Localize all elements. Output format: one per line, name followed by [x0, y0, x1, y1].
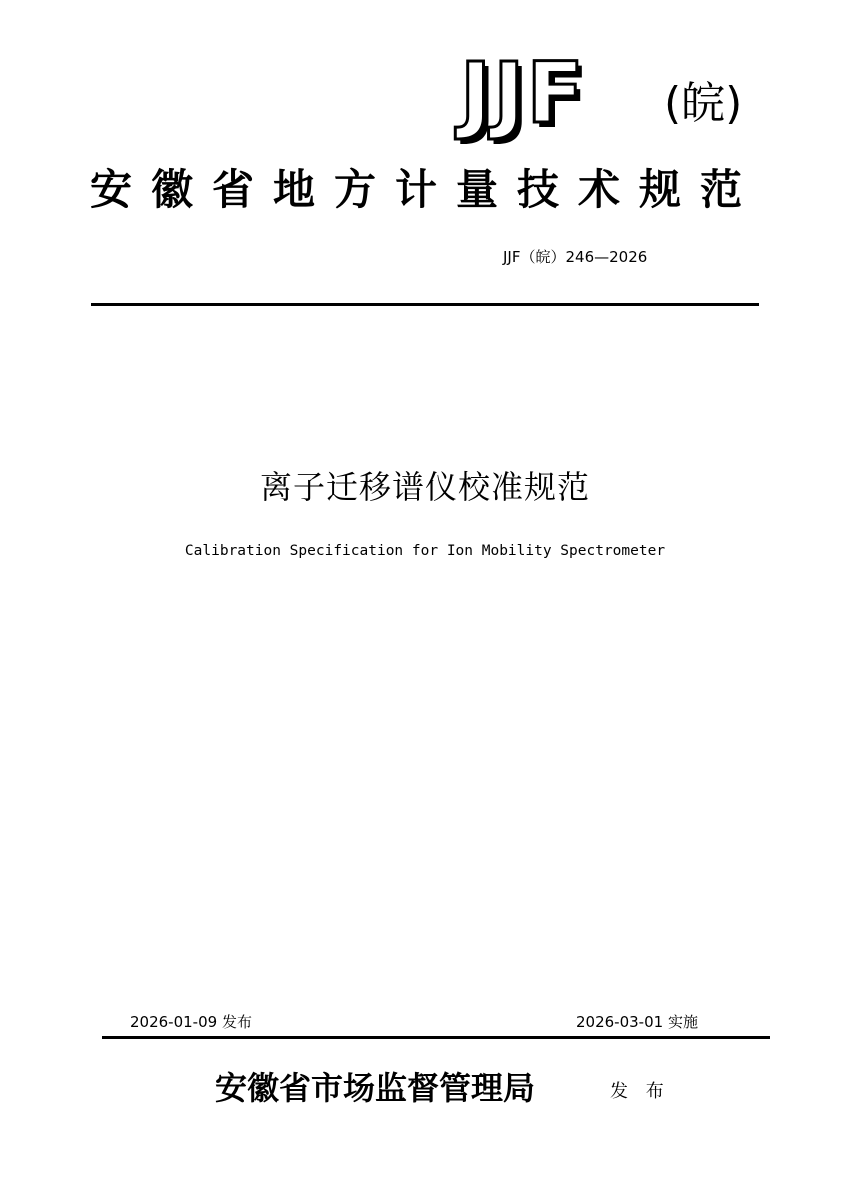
logo-letters: JJF: [460, 44, 586, 142]
document-title-zh: 离子迁移谱仪校准规范: [259, 468, 590, 506]
issue-date: 2026-01-09 发布: [130, 1013, 252, 1031]
document-title-en: Calibration Specification for Ion Mobility Spectrometer: [184, 543, 666, 559]
logo-province-label: (皖): [664, 78, 743, 129]
publish-label: 发 布: [610, 1081, 670, 1102]
top-divider: [91, 303, 759, 306]
standard-number: JJF（皖）246—2026: [503, 248, 648, 266]
jjf-logo: [460, 44, 770, 142]
implementation-date: 2026-03-01 实施: [576, 1013, 698, 1031]
bottom-divider: [102, 1036, 770, 1039]
document-category: 安徽省地方计量技术规范: [90, 165, 762, 214]
publisher-name: 安徽省市场监督管理局: [215, 1069, 536, 1107]
